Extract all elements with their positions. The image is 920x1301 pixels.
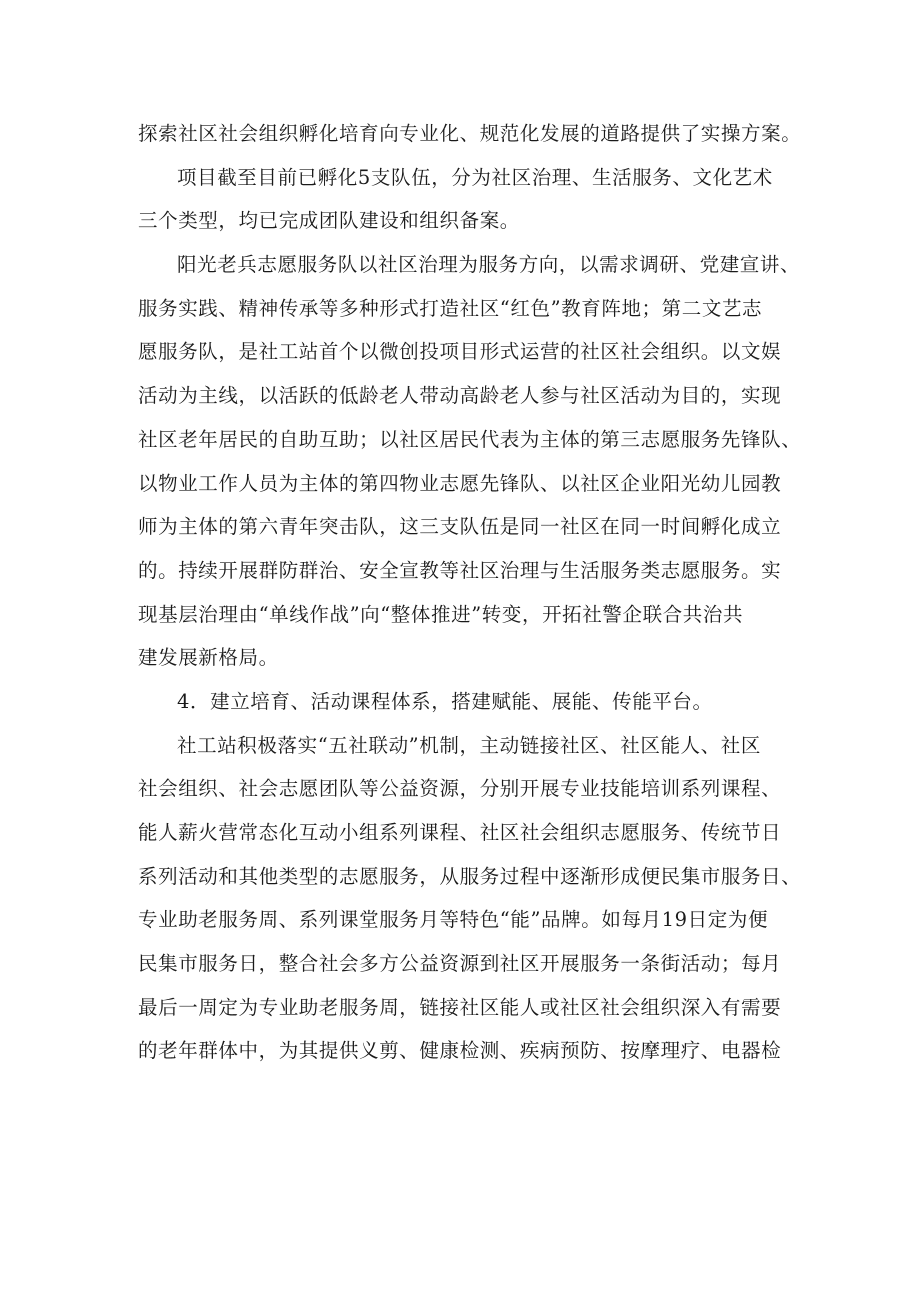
text-line: 探索社区社会组织孵化培育向专业化、规范化发展的道路提供了实操方案。 [138, 122, 802, 145]
document-body [138, 112, 802, 1073]
text-line: 以物业工作人员为主体的第四物业志愿先锋队、以社区企业阳光幼儿园教 [138, 471, 782, 495]
text-line: 服务实践、精神传承等多种形式打造社区“红色”教育阵地；第二文艺志 [138, 296, 763, 320]
paragraph-start-line: 阳光老兵志愿服务队以社区治理为服务方向，以需求调研、党建宣讲、 [177, 253, 801, 277]
text-line: 系列活动和其他类型的志愿服务，从服务过程中逐渐形成便民集市服务日、 [138, 864, 802, 888]
section-heading: 4．建立培育、活动课程体系，搭建赋能、展能、传能平台。 [177, 689, 713, 713]
text-line: 最后一周定为专业助老服务周，链接社区能人或社区社会组织深入有需要 [138, 995, 782, 1019]
text-line: 活动为主线，以活跃的低龄老人带动高龄老人参与社区活动为目的，实现 [138, 384, 782, 408]
text-line: 三个类型，均已完成团队建设和组织备案。 [138, 209, 520, 233]
text-line: 专业助老服务周、系列课堂服务月等特色“能”品牌。如每月19日定为便 [138, 908, 769, 932]
text-line: 师为主体的第六青年突击队，这三支队伍是同一社区在同一时间孵化成立 [138, 515, 782, 539]
text-line: 民集市服务日，整合社会多方公益资源到社区开展服务一条街活动；每月 [138, 952, 782, 976]
paragraph-start-line: 项目截至目前已孵化5支队伍，分为社区治理、生活服务、文化艺术 [177, 165, 773, 189]
paragraph-start-line: 社工站积极落实“五社联动”机制，主动链接社区、社区能人、社区 [177, 733, 761, 757]
text-line: 愿服务队，是社工站首个以微创投项目形式运营的社区社会组织。以文娱 [138, 340, 782, 364]
text-line: 现基层治理由“单线作战”向“整体推进”转变，开拓社警企联合共治共 [138, 602, 744, 626]
text-line: 的。持续开展群防群治、安全宣教等社区治理与生活服务类志愿服务。实 [138, 558, 782, 582]
text-line: 建发展新格局。 [138, 646, 279, 670]
text-line: 社区老年居民的自助互助；以社区居民代表为主体的第三志愿服务先锋队、 [138, 427, 802, 451]
text-line: 社会组织、社会志愿团队等公益资源，分别开展专业技能培训系列课程、 [138, 777, 782, 801]
text-line: 的老年群体中，为其提供义剪、健康检测、疾病预防、按摩理疗、电器检 [138, 1039, 782, 1063]
text-line: 能人薪火营常态化互动小组系列课程、社区社会组织志愿服务、传统节日 [138, 821, 782, 844]
